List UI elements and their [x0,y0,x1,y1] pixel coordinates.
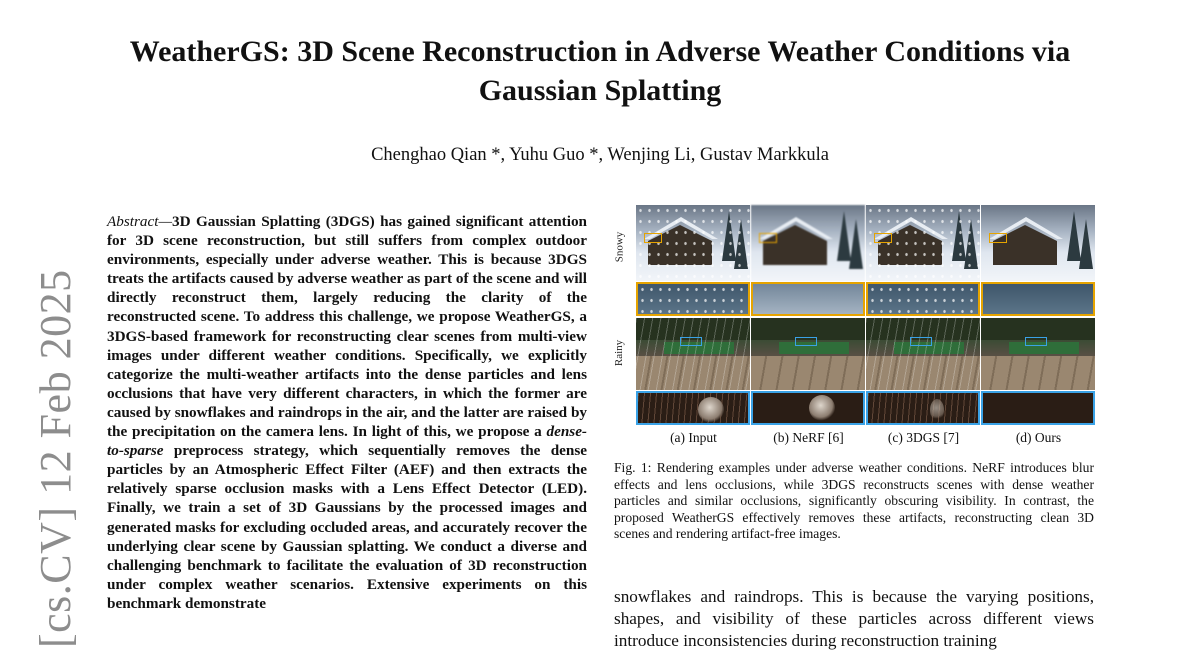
rainy-nerf-zoom [751,391,865,425]
row-label-snowy: Snowy [613,231,626,263]
rainy-3dgs-image [866,318,980,390]
snowy-3dgs-image [866,205,980,281]
snowy-nerf-image [751,205,865,281]
body-paragraph: snowflakes and raindrops. This is because the varying positions, shapes, and visibility of these particles across different views introduce inconsistencies during reconstruction training [614,587,1094,650]
abstract-text-2: preprocess strategy, which sequentially removes the dense particles by an Atmospheric Effect Filter (AEF) and then extracts the relatively sparse occlusion masks with a Lens Effect Detector (LED). Finally, we train a set of 3D Gaussians by the processed images and generated masks for excluding occluded areas, and accurately recover the underlying clear scene by Gaussian splatting. We conduct a diverse and challenging benchmark to facilitate the evaluation of 3D reconstruction under complex weather scenarios. Extensive experiments on this benchmark demonstrate [107,442,587,612]
paper-title: WeatherGS: 3D Scene Reconstruction in Adverse Weather Conditions via Gaussian Splatting [129,35,1071,107]
abstract-emphasis: dense-to-sparse [107,423,587,460]
panel-caption-nerf: (b) NeRF [6] [773,430,844,445]
rainy-3dgs-zoom [866,391,980,425]
author-list: Chenghao Qian *, Yuhu Guo *, Wenjing Li, Gustav Markkula [371,145,829,165]
snowy-input-zoom [636,282,750,316]
snowy-nerf-zoom [751,282,865,316]
snowy-input-image [636,205,750,281]
rainy-input-image [636,318,750,390]
snowy-3dgs-zoom [866,282,980,316]
snowy-ours-image [981,205,1095,281]
abstract-heading: Abstract— [107,213,172,230]
rainy-ours-image [981,318,1095,390]
rainy-ours-zoom [981,391,1095,425]
row-label-rainy: Rainy [613,339,626,367]
rainy-nerf-image [751,318,865,390]
figure-1 [613,203,1096,453]
panel-caption-ours: (d) Ours [1015,430,1062,445]
abstract-text-1: 3D Gaussian Splatting (3DGS) has gained significant attention for 3D scene reconstruction, but still suffers from complex outdoor environments, especially under adverse weather. This is because 3DGS treats the artifacts caused by adverse weather as part of the scene and will directly reconstruct them, largely reducing the clarity of the reconstructed scene. To address this challenge, we propose WeatherGS, a 3DGS-based framework for reconstructing clear scenes from multi-view images under different weather conditions. Specifically, we explicitly categorize the multi-weather artifacts into the dense particles and lens occlusions that have very different characters, in which the former are caused by snowflakes and raindrops in the air, and the latter are raised by the precipitation on the camera lens. In light of this, we propose a [107,213,587,441]
rainy-input-zoom [636,391,750,425]
figure-caption: Fig. 1: Rendering examples under adverse weather conditions. NeRF introduces blur effects and lens occlusions, while 3DGS reconstructs scenes with dense weather particles and similar occlusions, significantly obscuring visibility. In contrast, the proposed WeatherGS effectively removes these artifacts, reconstructing clean 3D scenes and rendering artifact-free images. [614,460,1094,541]
snowy-ours-zoom [981,282,1095,316]
arxiv-identifier-stamp: [cs.CV] 12 Feb 2025 [31,269,80,648]
panel-caption-input: (a) Input [670,430,717,445]
abstract [107,212,587,613]
panel-caption-3dgs: (c) 3DGS [7] [887,430,960,445]
